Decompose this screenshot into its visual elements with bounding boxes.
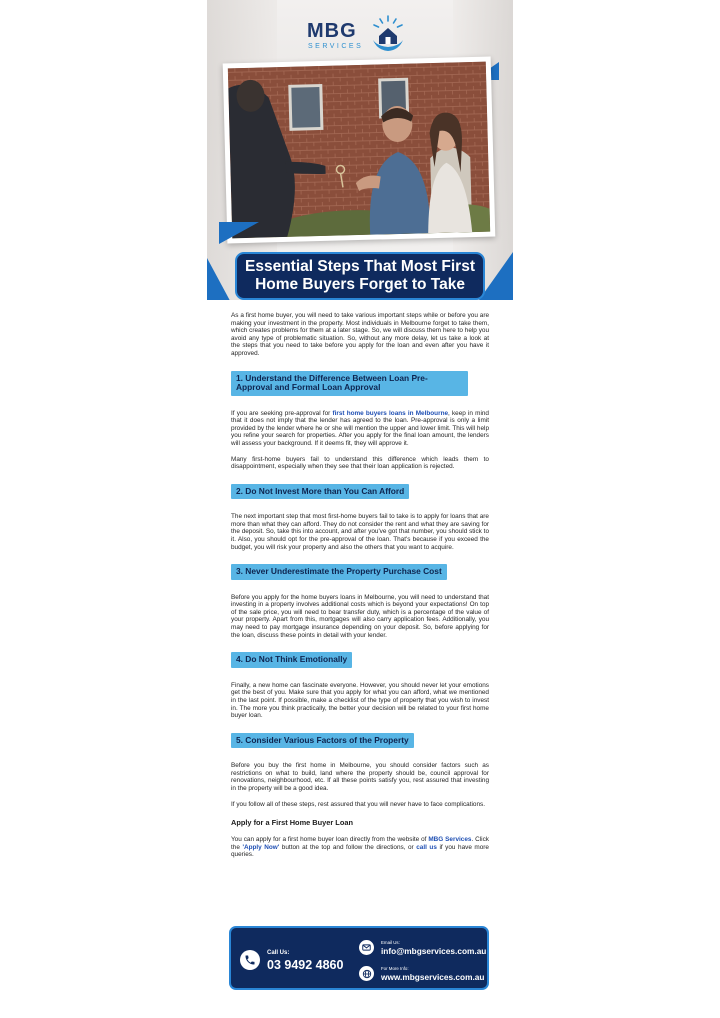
section-4-paragraph: Finally, a new home can fascinate everyone. However, you should never let your emotions get the best of you. Make sure that you apply for what you can afford, what we mentioned in the last point. If possible, make a checklist of the type of property that you wish to invest in. The more you think practically, the better your decision will be related to your first home buyer loan. — [231, 681, 489, 720]
hero-photo — [228, 62, 490, 239]
page-title: Essential Steps That Most First Home Buyers Forget to Take — [245, 258, 475, 293]
logo-subtext: SERVICES — [308, 43, 364, 50]
link-apply-now[interactable]: 'Apply Now' — [242, 843, 280, 851]
section-heading-2: 2. Do Not Invest More than You Can Afford — [231, 484, 409, 500]
globe-icon[interactable] — [359, 966, 374, 981]
title-banner — [235, 252, 485, 300]
text-span: , keep in mind that it does not imply that the lender has agreed to the loan. Pre-approval is only a limit provided by the lender where he or she will mention the upper and lower limit. This will help you refine your search for properties. After you apply for the final loan amount, the lenders will assess your background. If it deems fit, they will approve it. — [231, 409, 489, 447]
article-content — [231, 312, 489, 859]
infographic-poster — [207, 0, 513, 1018]
couple-receiving-keys-illustration — [228, 62, 490, 239]
section-5-paragraph-1: Before you buy the first home in Melbourne, you should consider factors such as restrictions on what to build, land where the property should be, council approval for renovations, neighbourhood, etc. If all these points satisfy you, rest assured that investing in the property will be a good idea. — [231, 762, 489, 792]
intro-paragraph: As a first home buyer, you will need to take various important steps while or before you are making your investment in the property. Most individuals in Melbourne forget to take them, which creates problems for them at a later stage. So, we will discuss them here to help you avoid any type of problematic situation. So, without any more delay, let us take a look at the steps that you need to take before you apply for the loan and even after you have it approved. — [231, 312, 489, 357]
blue-corner-accent-bottom — [219, 222, 259, 244]
section-heading-4: 4. Do Not Think Emotionally — [231, 652, 352, 668]
section-heading-3: 3. Never Underestimate the Property Purchase Cost — [231, 564, 447, 580]
text-span: button at the top and follow the directions, or — [279, 843, 417, 851]
mail-icon[interactable] — [359, 940, 374, 955]
email-address[interactable]: info@mbgservices.com.au — [381, 946, 487, 956]
email-label: Email Us: — [381, 940, 400, 945]
hero-photo-frame — [223, 57, 496, 244]
blue-triangle-left — [207, 258, 235, 300]
house-hands-logo-icon — [369, 14, 407, 54]
website-label: For More Info: — [381, 966, 409, 971]
text-span: You can apply for a first home buyer loan directly from the website of — [231, 836, 429, 844]
section-1-paragraph-2: Many first-home buyers fail to understand this difference which leads them to disappointment, especially when they see that their loan application is rejected. — [231, 455, 489, 471]
apply-paragraph — [231, 836, 489, 859]
phone-icon[interactable] — [240, 950, 260, 970]
link-mbg-services[interactable]: MBG Services — [428, 836, 472, 844]
mbg-logo[interactable] — [307, 14, 417, 56]
link-call-us[interactable]: call us — [416, 843, 437, 851]
text-span: if you have more queries. — [231, 843, 489, 859]
section-2-paragraph: The next important step that most first-home buyers fail to take is to apply for loans that are more than what they can afford. They do not consider the rent and what they are saving for the deposit. So, take this into account, and after you've got that number, you should stick to it. Also, you should opt for the pre-approval of the loan. That's because if you exceed the budget, you will risk your property and also the others that you want to acquire. — [231, 513, 489, 551]
section-heading-1: 1. Understand the Difference Between Loan Pre-Approval and Formal Loan Approval — [231, 371, 468, 396]
section-heading-5: 5. Consider Various Factors of the Property — [231, 733, 414, 749]
call-label: Call Us: — [267, 950, 290, 956]
contact-box — [229, 926, 489, 990]
section-3-paragraph: Before you apply for the home buyers loans in Melbourne, you will need to understand that investing in a property involves additional costs which is beyond your expectations! On top of the sale price, you will need to bear transfer duty, which is a percentage of the value of your property. Apart from this, mortgages will also carry application fees. Additionally, you may need to pay mortgage insurance depending on your deposit. So, before applying for the loan, discuss these points in detail with your lender. — [231, 593, 489, 639]
text-span: . Click the — [231, 836, 489, 851]
text-span: If you are seeking pre-approval for — [231, 409, 333, 417]
website-url[interactable]: www.mbgservices.com.au — [381, 972, 485, 982]
apply-heading: Apply for a First Home Buyer Loan — [231, 818, 353, 828]
logo-text: MBG — [307, 20, 357, 42]
link-first-home-buyers-loans[interactable]: first home buyers loans in Melbourne — [332, 409, 449, 417]
phone-number[interactable]: 03 9492 4860 — [267, 958, 344, 972]
section-1-paragraph-1 — [231, 410, 489, 448]
section-5-paragraph-2: If you follow all of these steps, rest assured that you will never have to face complications. — [231, 800, 485, 808]
hero-section — [207, 0, 513, 300]
